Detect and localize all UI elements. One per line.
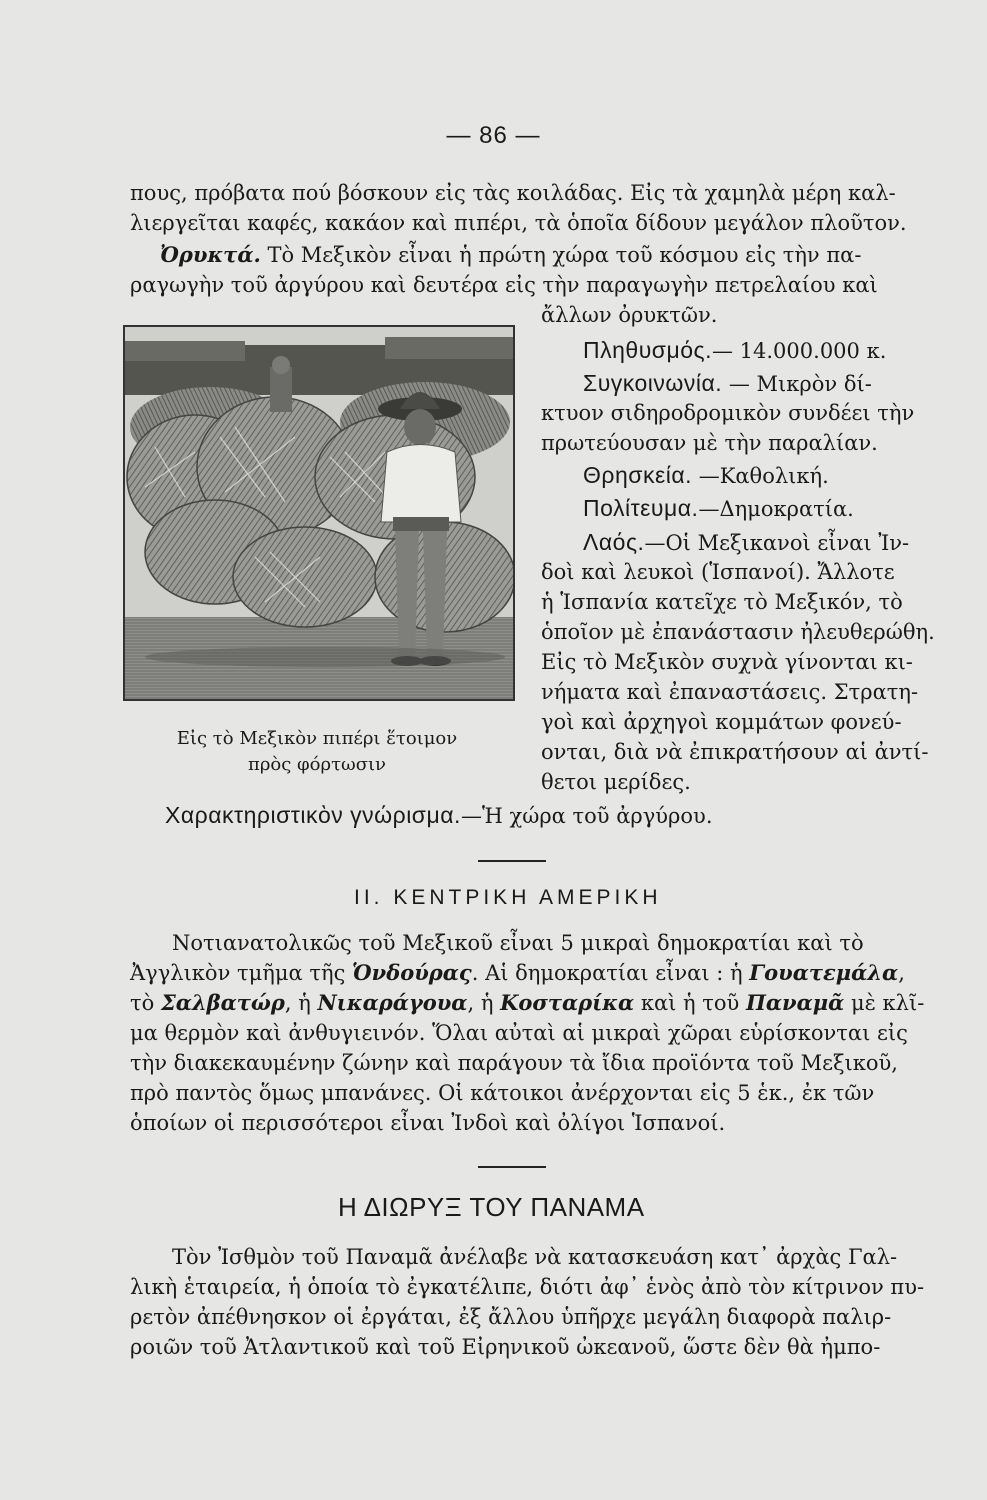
caption-line: Εἰς τὸ Μεξικὸν πιπέρι ἕτοιμον	[176, 728, 458, 749]
section-heading: II. ΚΕΝΤΡΙΚΗ ΑΜΕΡΙΚΗ	[354, 886, 662, 909]
body-line: λιεργεῖται καφές, κακάον καὶ πιπέρι, τὰ ὁποῖα δίδουν μεγάλον πλοῦτον.	[130, 211, 907, 235]
chapter-heading: Η ΔΙΩΡΥΞ ΤΟΥ ΠΑΝΑΜΑ	[338, 1192, 645, 1222]
text-run: , ἡ	[284, 991, 318, 1015]
population-label: Πληθυσμός.	[583, 337, 712, 363]
religion-label: Θρησκεία.	[583, 462, 693, 488]
communication-label: Συγκοινωνία.	[583, 370, 723, 396]
body-line: τὴν διακεκαυμένην ζώνην καὶ παράγουν τὰ ἴδια προϊόντα τοῦ Μεξικοῦ,	[130, 1051, 898, 1075]
divider	[478, 860, 546, 862]
characteristic-value: —Ἡ χώρα τοῦ ἀργύρου.	[460, 804, 713, 828]
place-name: Παναμᾶ	[746, 990, 845, 1015]
body-line: Νοτιανατολικῶς τοῦ Μεξικοῦ εἶναι 5 μικραὶ δημοκρατίαι καὶ τὸ	[172, 931, 864, 955]
body-line: δοὶ καὶ λευκοὶ (Ἱσπανοί). Ἄλλοτε	[541, 560, 895, 584]
body-line: γοὶ καὶ ἀρχηγοὶ κομμάτων φονεύ-	[541, 710, 902, 734]
photo-pepper-sacks	[123, 325, 515, 701]
place-name: Γουατεμάλα	[749, 960, 899, 985]
government-line	[583, 493, 854, 524]
place-name: Νικαράγουα	[317, 990, 468, 1015]
body-line: πους, πρόβατα πού βόσκουν εἰς τὰς κοιλάδας. Εἰς τὰ χαμηλὰ μέρη καλ-	[130, 181, 896, 205]
body-line: ἄλλων ὀρυκτῶν.	[541, 303, 718, 327]
body-line: μα θερμὸν καὶ ἀνθυγιεινόν. Ὅλαι αὐταὶ αἱ μικραὶ χῶραι εὑρίσκονται εἰς	[130, 1021, 908, 1045]
body-line: ραγωγὴν τοῦ ἀργύρου καὶ δευτέρα εἰς τὴν παραγωγὴν πετρελαίου καὶ	[130, 273, 878, 297]
text-run: τὸ	[130, 991, 161, 1015]
religion-line	[583, 460, 829, 491]
minerals-label: Ὀρυκτά.	[160, 242, 261, 267]
caption-line: πρὸς φόρτωσιν	[248, 754, 386, 775]
characteristic-line	[165, 800, 713, 831]
page-number: — 86 —	[446, 122, 541, 149]
body-line	[130, 988, 924, 1018]
text-run: ,	[898, 961, 905, 985]
people-line	[583, 527, 909, 558]
minerals-paragraph-line	[160, 240, 861, 270]
place-name: Ὁνδούρας	[352, 960, 472, 985]
text-run: Ἀγγλικὸν τμῆμα τῆς	[130, 961, 353, 985]
body-line: ονται, διὰ νὰ ἐπικρατήσουν αἱ ἀντί-	[541, 740, 929, 764]
body-line: πρωτεύουσαν μὲ τὴν παραλίαν.	[541, 431, 878, 455]
body-line	[130, 958, 905, 988]
body-line: ἡ Ἱσπανία κατεῖχε τὸ Μεξικόν, τὸ	[541, 590, 903, 614]
people-text: —Οἱ Μεξικανοὶ εἶναι Ἰν-	[644, 531, 910, 555]
body-line: ροιῶν τοῦ Ἀτλαντικοῦ καὶ τοῦ Εἰρηνικοῦ ὠκεανοῦ, ὥστε δὲν θὰ ἠμπο-	[130, 1335, 881, 1359]
body-line: Τὸν Ἰσθμὸν τοῦ Παναμᾶ ἀνέλαβε νὰ κατασκευάση κατ᾿ ἀρχὰς Γαλ-	[172, 1245, 898, 1269]
text-run: . Αἱ δημοκρατίαι εἶναι : ἡ	[471, 961, 750, 985]
photo-caption	[123, 726, 511, 778]
minerals-text: Τὸ Μεξικὸν εἶναι ἡ πρώτη χώρα τοῦ κόσμου εἰς τὴν πα-	[260, 243, 862, 267]
body-line: ὁποίων οἱ περισσότεροι εἶναι Ἰνδοὶ καὶ ὀλίγοι Ἱσπανοί.	[130, 1111, 726, 1135]
body-line: νήματα καὶ ἐπαναστάσεις. Στρατη-	[541, 680, 919, 704]
text-run: καὶ ἡ τοῦ	[634, 991, 746, 1015]
people-label: Λαός.	[583, 529, 645, 555]
population-line	[583, 335, 886, 366]
place-name: Σαλβατώρ	[160, 990, 285, 1015]
body-line: Εἰς τὸ Μεξικὸν συχνὰ γίνονται κι-	[541, 650, 913, 674]
text-run: μὲ κλῖ-	[844, 991, 925, 1015]
body-line: ρετὸν ἀπέθνησκον οἱ ἐργάται, ἐξ ἄλλου ὑπῆρχε μεγάλη διαφορὰ παλιρ-	[130, 1305, 892, 1329]
communication-text: — Μικρὸν δί-	[722, 372, 872, 396]
body-line: θετοι μερίδες.	[541, 770, 691, 794]
characteristic-label: Χαρακτηριστικὸν γνώρισμα.	[165, 802, 461, 828]
government-label: Πολίτευμα.	[583, 495, 699, 521]
body-line: λικὴ ἑταιρεία, ἡ ὁποία τὸ ἐγκατέλιπε, διότι ἀφ᾿ ἑνὸς ἀπὸ τὸν κίτρινον πυ-	[130, 1275, 925, 1299]
government-value: —Δημοκρατία.	[698, 497, 854, 521]
religion-value: —Καθολική.	[692, 464, 829, 488]
communication-line	[583, 368, 872, 399]
body-line: ὁποῖον μὲ ἐπανάστασιν ἠλευθερώθη.	[541, 620, 935, 644]
place-name: Κοσταρίκα	[500, 990, 635, 1015]
body-line: πρὸ παντὸς ὅμως μπανάνες. Οἱ κάτοικοι ἀνέρχονται εἰς 5 ἑκ., ἐκ τῶν	[130, 1081, 875, 1105]
body-line: κτυον σιδηροδρομικὸν συνδέει τὴν	[541, 401, 915, 425]
divider	[478, 1166, 546, 1168]
population-value: — 14.000.000 κ.	[711, 339, 887, 363]
text-run: , ἡ	[467, 991, 501, 1015]
